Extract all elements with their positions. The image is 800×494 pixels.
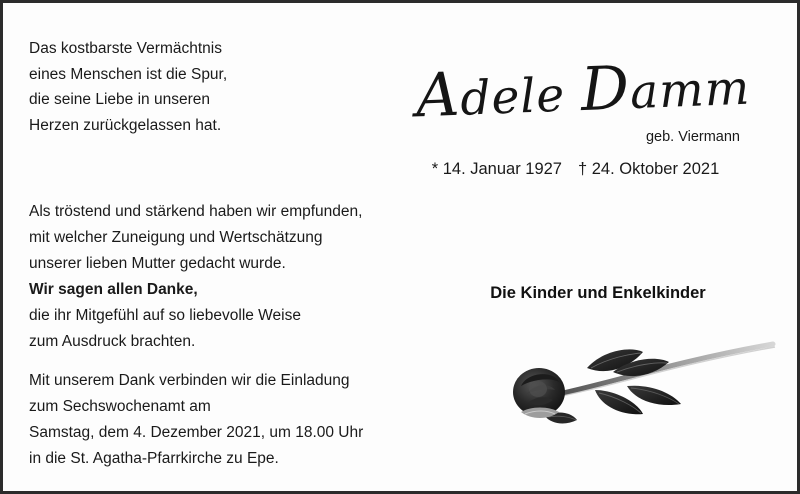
body-line: unserer lieben Mutter gedacht wurde. [29,255,286,273]
deceased-name [382,47,784,132]
body-line-emphasis: Wir sagen allen Danke, [29,281,198,299]
verse-line: Herzen zurückgelassen hat. [29,116,222,134]
body-line: die ihr Mitgefühl auf so liebevolle Weise [29,307,301,325]
body-line: Samstag, dem 4. Dezember 2021, um 18.00 Uhr [29,424,364,442]
body-line: zum Sechswochenamt am [29,398,211,416]
body-line: Als tröstend und stärkend haben wir empfunden, [29,203,363,220]
body-line: Mit unserem Dank verbinden wir die Einladung [29,372,350,390]
family-signature: Die Kinder und Enkelkinder [490,284,706,302]
verse-line: eines Menschen ist die Spur, [29,65,228,83]
paragraph [29,199,469,355]
name-last-initial: D [579,53,632,126]
name-first-initial: A [414,59,462,132]
birth-date: * 14. Januar 1927 [431,160,562,178]
message-body [29,199,469,472]
body-line: mit welcher Zuneigung und Wertschätzung [29,229,323,247]
verse-line: die seine Liebe in unseren [29,91,210,109]
death-date: † 24. Oktober 2021 [578,160,720,178]
body-line: zum Ausdruck brachten. [29,333,196,351]
rose-icon [491,328,791,438]
memorial-verse [29,36,359,138]
body-line: in die St. Agatha-Pfarrkirche zu Epe. [29,450,279,468]
life-dates [383,160,768,179]
name-last-rest: amm [629,60,752,121]
paragraph [29,368,469,472]
name-first-rest: dele [459,67,567,127]
maiden-name: geb. Viermann [645,129,740,145]
verse-line: Das kostbarste Vermächtnis [29,40,222,57]
